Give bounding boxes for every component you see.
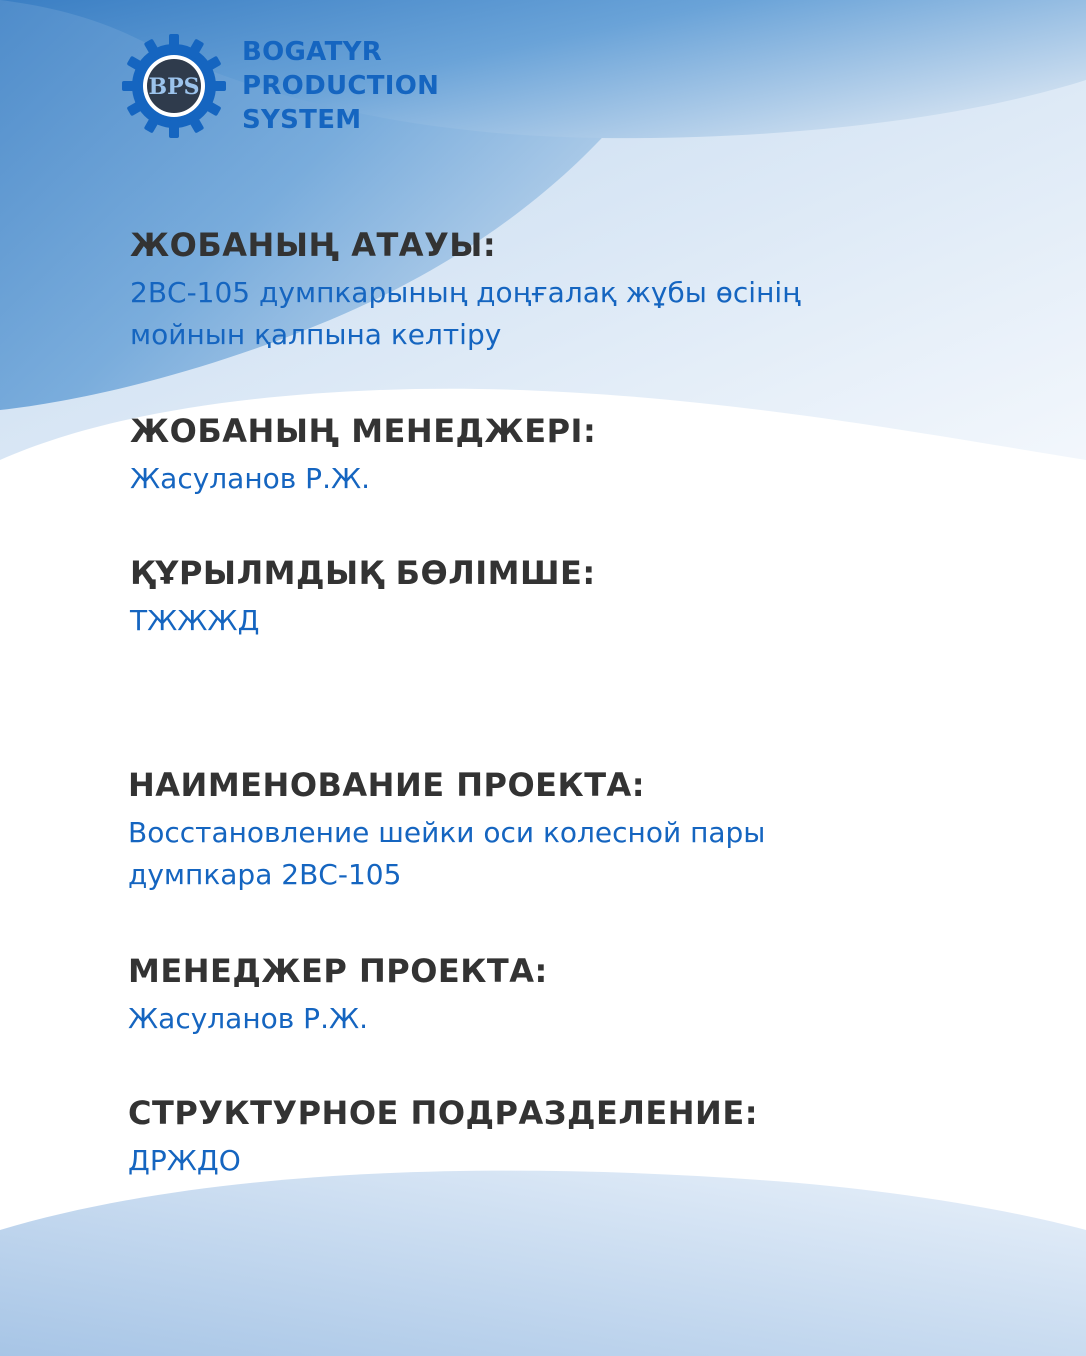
kk-project-manager	[130, 410, 1030, 500]
ru-project-name-value	[128, 812, 1028, 896]
brand-line-3: SYSTEM	[242, 105, 362, 135]
ru-project-name	[128, 764, 1028, 896]
brand-line-2: PRODUCTION	[242, 71, 440, 101]
kk-structural-unit	[130, 552, 1030, 642]
ru-project-manager-label: МЕНЕДЖЕР ПРОЕКТА:	[128, 952, 548, 990]
kk-project-name	[130, 224, 1030, 356]
kk-structural-unit-label: ҚҰРЫЛМДЫҚ БӨЛІМШЕ:	[130, 554, 596, 592]
logo-monogram: BPS	[148, 74, 200, 100]
kk-structural-unit-value: ТЖЖЖД	[130, 604, 260, 637]
kk-project-manager-label: ЖОБАНЫҢ МЕНЕДЖЕРІ:	[130, 412, 597, 450]
kk-project-manager-value: Жасуланов Р.Ж.	[130, 462, 371, 495]
brand-name	[242, 35, 439, 137]
kk-project-name-line-1: 2ВС-105 думпкарының доңғалақ жұбы өсінің	[130, 276, 801, 309]
ru-project-name-line-2: думпкара 2ВС-105	[128, 858, 402, 891]
ru-project-manager-value: Жасуланов Р.Ж.	[128, 1002, 369, 1035]
kk-project-name-line-2: мойнын қалпына келтіру	[130, 318, 502, 351]
brand-line-1: BOGATYR	[242, 37, 383, 67]
kk-project-name-value	[130, 272, 1030, 356]
ru-project-name-line-1: Восстановление шейки оси колесной пары	[128, 816, 766, 849]
ru-project-name-label: НАИМЕНОВАНИЕ ПРОЕКТА:	[128, 766, 646, 804]
ru-project-manager	[128, 950, 1028, 1040]
brand-logo	[118, 30, 439, 142]
ru-structural-unit-value: ДРЖДО	[128, 1144, 241, 1177]
kk-project-name-label: ЖОБАНЫҢ АТАУЫ:	[130, 226, 497, 264]
gear-icon	[118, 30, 230, 142]
ru-structural-unit	[128, 1092, 1028, 1182]
ru-structural-unit-label: СТРУКТУРНОЕ ПОДРАЗДЕЛЕНИЕ:	[128, 1094, 758, 1132]
